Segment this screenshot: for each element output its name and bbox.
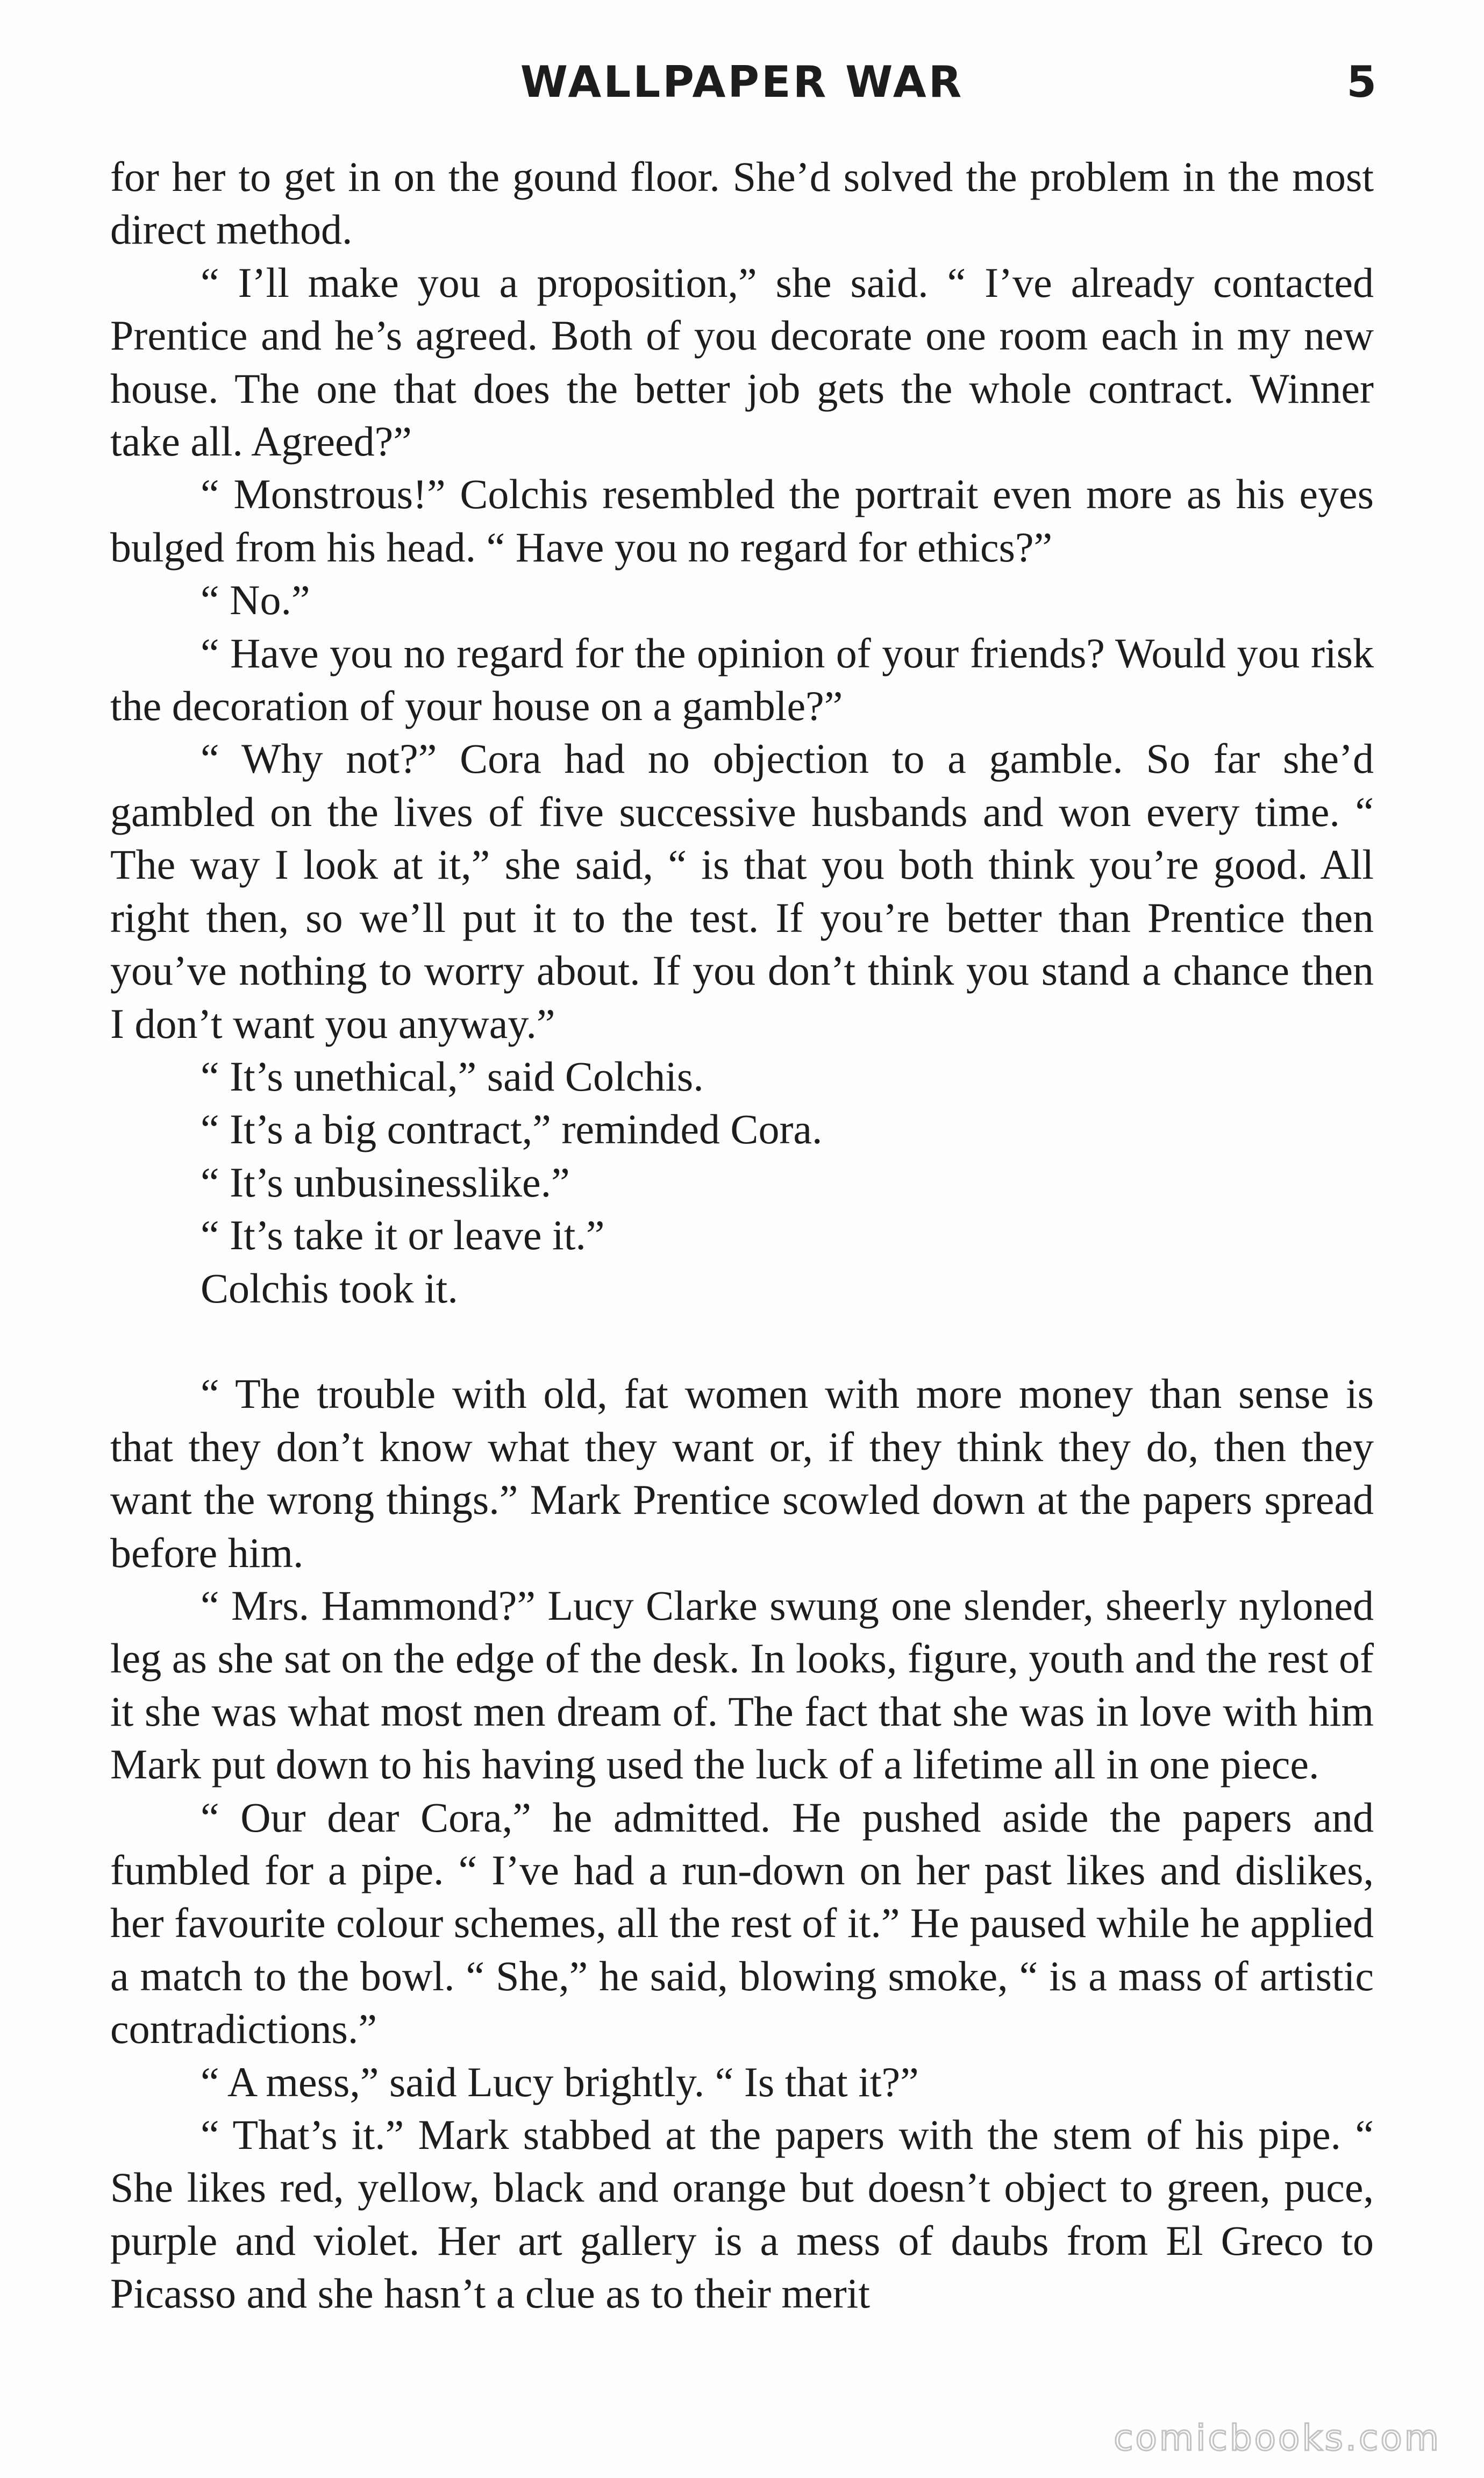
section-break xyxy=(110,1315,1374,1368)
paragraph: “ It’s unbusinesslike.” xyxy=(201,1158,570,1206)
paragraph: “ It’s unethical,” said Colchis. xyxy=(201,1052,704,1100)
chapter-title: WALLPAPER WAR xyxy=(520,57,964,107)
paragraph: Colchis took it. xyxy=(201,1264,458,1312)
paragraph: “ No.” xyxy=(201,576,310,624)
body-text xyxy=(110,151,1374,2320)
paragraph: “ Monstrous!” Colchis resembled the portrait even more as his eyes bulged from his head. “ Have you no regard for ethics?” xyxy=(110,471,1374,571)
paragraph: “ Mrs. Hammond?” Lucy Clarke swung one slender, sheerly nyloned leg as she sat on the edge of the desk. In looks, figure, youth and the rest of it she was what most men dream of. The fact that she was in love with him Mark put down to his having used the luck of a lifetime all in one piece. xyxy=(110,1582,1374,1788)
paragraph: “ The trouble with old, fat women with more money than sense is that they don’t know what they want or, if they think they do, then they want the wrong things.” Mark Prentice scowled down at the papers spread before him. xyxy=(110,1370,1374,1576)
paragraph: “ Have you no regard for the opinion of your friends? Would you risk the decoration of your house on a gamble?” xyxy=(110,629,1374,730)
paragraph: “ I’ll make you a proposition,” she said. “ I’ve already contacted Prentice and he’s agreed. Both of you decorate one room each in my new house. The one that does the better job gets the whole contract. Winner take all. Agreed?” xyxy=(110,259,1374,465)
paragraph: “ It’s a big contract,” reminded Cora. xyxy=(201,1106,823,1153)
paragraph: for her to get in on the gound floor. She’d solved the problem in the most direct method. xyxy=(110,153,1374,253)
paragraph: “ Why not?” Cora had no objection to a gamble. So far she’d gambled on the lives of five successive husbands and won every time. “ The way I look at it,” she said, “ is that you both think you’re good. All right then, so we’ll put it to the test. If you’re better than Prentice then you’ve nothing to worry about. If you don’t think you stand a chance then I don’t want you anyway.” xyxy=(110,735,1374,1047)
paragraph: “ It’s take it or leave it.” xyxy=(201,1212,605,1259)
paragraph: “ That’s it.” Mark stabbed at the papers with the stem of his pipe. “ She likes red, yellow, black and orange but doesn’t object to green, puce, purple and violet. Her art gallery is a mess of daubs from El Greco to Picasso and she hasn’t a clue as to their merit xyxy=(110,2111,1374,2317)
paragraph: “ Our dear Cora,” he admitted. He pushed aside the papers and fumbled for a pipe. “ I’ve had a run-down on her past likes and dislikes, her favourite colour schemes, all the rest of it.” He paused while he applied a match to the bowl. “ She,” he said, blowing smoke, “ is a mass of artistic contradictions.” xyxy=(110,1793,1374,2053)
page-number: 5 xyxy=(1346,57,1376,107)
running-header xyxy=(0,52,1484,116)
paragraph: “ A mess,” said Lucy brightly. “ Is that it?” xyxy=(201,2058,919,2105)
watermark: comicbooks.com xyxy=(1114,2417,1441,2459)
